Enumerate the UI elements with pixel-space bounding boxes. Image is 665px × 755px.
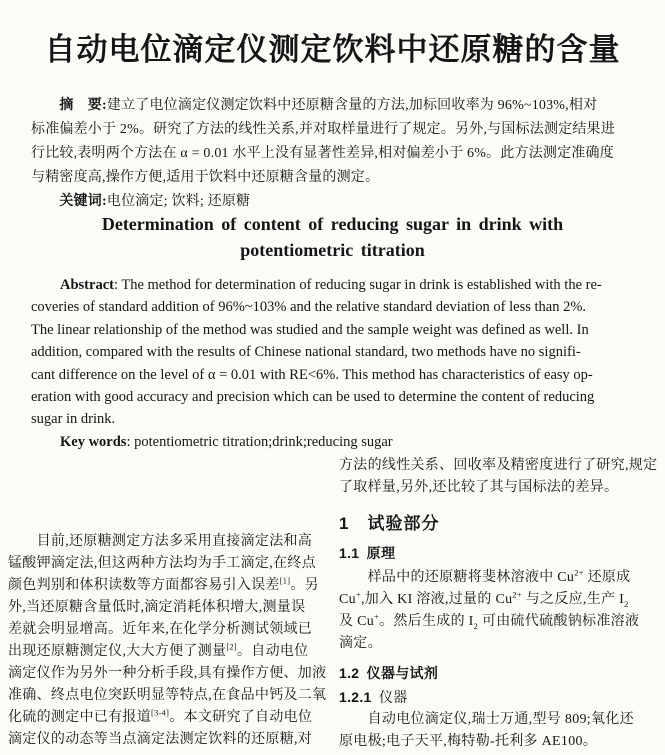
english-keywords: Key words: potentiometric titration;drink;reducing sugar — [60, 433, 393, 450]
text-line: 标准偏差小于 2%。研究了方法的线性关系,并对取样量进行了规定。另外,与国标法测定结果进 — [31, 122, 615, 137]
text-line: 与精密度高,操作方便,适用于饮料中还原糖含量的测定。 — [31, 170, 380, 185]
text-line: Cu+,加入 KI 溶液,过量的 $Cu^{2+}$ 与之反应,生产 $I_2$ — [339, 590, 629, 609]
text-line: 方法的线性关系、回收率及精密度进行了研究,规定 — [339, 458, 658, 473]
text-line: 滴定仪作为另外一种分析手段,具有操作方便、加液 — [8, 666, 327, 681]
section-heading-1-1: 1.1 原理 — [339, 545, 396, 561]
text-line: 准确、终点电位突跃明显等特点,在食品中钙及二氧 — [8, 688, 327, 703]
text-line: 化硫的测定中已有报道[3-4]。本文研究了自动电位 — [8, 708, 313, 725]
text-line: The linear relationship of the method was studied and the sample weight was defined as well. In — [31, 321, 589, 338]
text-line: 自动电位滴定仪,瑞士万通,型号 809;氧化还 — [339, 712, 634, 727]
chinese-abstract — [31, 94, 637, 190]
introduction-paragraph — [8, 531, 327, 751]
text-line: 颜色判别和体积读数等方面都容易引入误差[1]。另 — [8, 576, 319, 593]
text-line: 了取样量,另外,还比较了其与国标法的差异。 — [339, 480, 619, 495]
text-line: sugar in drink. — [31, 411, 116, 428]
principle-paragraph — [339, 567, 653, 655]
text-line: 差就会明显增高。近年来,在化学分析测试领域已 — [8, 622, 313, 637]
text-line: 出现还原糖测定仪,大大方便了测量[2]。自动电位 — [8, 642, 309, 659]
text-line: Determination of content of reducing sugar in drink with — [101, 214, 564, 234]
text-line: coveries of standard addition of 96%~103% and the relative standard deviation of less than 2%. — [31, 299, 587, 316]
text-line: 及 Cu+。然后生成的 $I_2$ 可由硫代硫酸钠标准溶液 — [339, 612, 640, 631]
text-line: 目前,还原糖测定方法多采用直接滴定法和高 — [8, 534, 313, 549]
english-abstract-block — [31, 274, 637, 453]
text-line: 摘 要:建立了电位滴定仪测定饮料中还原糖含量的方法,加标回收率为 96%~103%,相对 — [59, 98, 598, 113]
text-line: 外,当还原糖含量低时,滴定消耗体积增大,测量误 — [8, 600, 306, 615]
chinese-title: 自动电位滴定仪测定饮料中还原糖的含量 — [44, 32, 621, 67]
chinese-abstract-block — [31, 94, 637, 214]
text-line: 原电极;电子天平,梅特勒-托利多 AE100。 — [339, 734, 598, 749]
column-right — [339, 455, 658, 753]
instruments-paragraph — [339, 709, 653, 753]
section-heading-1-2-1: 1.2.1 仪器 — [339, 689, 408, 706]
english-title — [0, 211, 665, 263]
text-line: 滴定仪的动态等当点滴定法测定饮料的还原糖,对 — [8, 732, 313, 747]
text-line: potentiometric titration — [240, 240, 425, 260]
text-line: addition, compared with the results of Chinese national standard, two methods have no signifi- — [31, 344, 581, 361]
section-heading-1-2: 1.2 仪器与试剂 — [339, 665, 439, 681]
text-line: eration with good accuracy and precision which can be used to determine the content of reducing — [31, 389, 595, 406]
text-line: 锰酸钾滴定法,但这两种方法均为手工滴定,在终点 — [8, 556, 316, 571]
text-line: cant difference on the level of α = 0.01 with RE<6%. This method has characteristics of easy op- — [31, 366, 593, 383]
chinese-keywords: 关键词:电位滴定; 饮料; 还原糖 — [59, 194, 251, 209]
section-heading-1: 1 试验部分 — [339, 514, 440, 533]
text-line: Abstract: The method for determination of reducing sugar in drink is established with the re- — [60, 277, 602, 293]
column-left — [8, 531, 327, 751]
continuation-paragraph — [339, 455, 658, 499]
text-line: 行比较,表明两个方法在 α = 0.01 水平上没有显著性差异,相对偏差小于 6%。此方法测定准确度 — [31, 146, 614, 161]
text-line: 样品中的还原糖将斐林溶液中 $Cu^{2+}$ 还原成 — [339, 568, 631, 585]
text-line: 滴定。 — [339, 636, 382, 651]
english-abstract — [31, 274, 637, 431]
